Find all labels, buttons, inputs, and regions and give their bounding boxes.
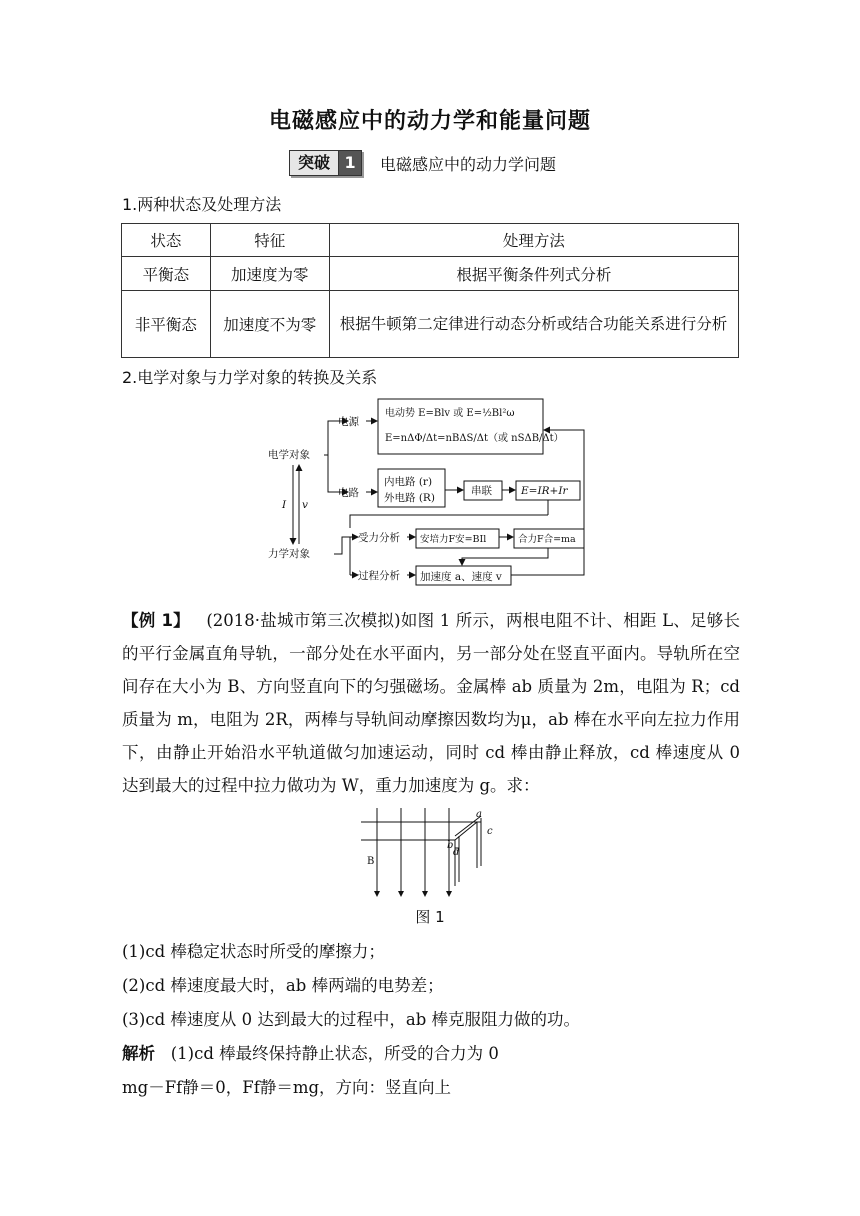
relation-diagram xyxy=(262,394,598,586)
figure-1 xyxy=(355,808,505,900)
question-2: (2)cd 棒速度最大时，ab 棒两端的电势差； xyxy=(122,976,444,995)
diagram-I: I xyxy=(282,499,287,511)
table-header: 处理方法 xyxy=(329,224,738,257)
example-source: (2018·盐城市第三次模拟) xyxy=(206,611,401,630)
solution-line-2: mg－Ff静＝0，Ff静＝mg，方向：竖直向上 xyxy=(122,1078,452,1097)
figure-label-a: a xyxy=(476,809,482,820)
figure-label-b: b xyxy=(447,840,454,851)
diagram-eq: E=IR+Ir xyxy=(521,485,568,497)
diagram-force: 受力分析 xyxy=(358,532,400,544)
figure-label-B: B xyxy=(367,856,375,867)
question-1: (1)cd 棒稳定状态时所受的摩擦力； xyxy=(122,942,385,961)
diagram-v: v xyxy=(302,499,308,511)
breakout-heading: 电磁感应中的动力学问题 xyxy=(380,154,557,174)
diagram-electric: 电学对象 xyxy=(268,449,310,461)
breakout-tag-number: 1 xyxy=(339,151,361,175)
diagram-net: 合力F合=ma xyxy=(518,534,576,545)
diagram-source: 电源 xyxy=(338,416,359,428)
example-paragraph xyxy=(122,604,740,802)
diagram-emf-line2: E=nΔΦ/Δt=nBΔS/Δt（或 nSΔB/Δt） xyxy=(385,433,564,444)
figure-label-d: d xyxy=(453,847,460,858)
table-row xyxy=(122,257,739,291)
diagram-outer: 外电路 (R) xyxy=(384,492,435,504)
diagram-series: 串联 xyxy=(471,485,492,497)
table-header: 特征 xyxy=(210,224,329,257)
figure-caption: 图 1 xyxy=(415,908,445,926)
section-heading-2: 2.电学对象与力学对象的转换及关系 xyxy=(122,368,378,387)
section-heading-1: 1.两种状态及处理方法 xyxy=(122,195,282,214)
diagram-circuit: 电路 xyxy=(338,487,359,499)
breakout-tag-word: 突破 xyxy=(290,151,339,175)
diagram-emf-line1: 电动势 E=Blv 或 E=½Bl²ω xyxy=(385,408,515,419)
table-cell: 非平衡态 xyxy=(122,291,211,358)
diagram-inner: 内电路 (r) xyxy=(384,476,433,488)
example-text: 如图 1 所示，两根电阻不计、相距 L、足够长的平行金属直角导轨，一部分处在水平面内，另一部分处在竖直平面内。导轨所在空间存在大小为 B、方向竖直向下的匀强磁场。金属棒 ab 质量为 2m，电阻为 R；cd 质量为 m，电阻为 2R，两棒与导轨间动摩擦因数均为μ，ab 棒在水平向左拉力作用下，由静止开始沿水平轨道做匀加速运动，同时 cd 棒由静止释放，cd 棒速度从 0 达到最大的过程中拉力做功为 W，重力加速度为 g。求： xyxy=(122,611,740,795)
table-cell: 根据牛顿第二定律进行动态分析或结合功能关系进行分析 xyxy=(329,291,738,358)
diagram-mechanic: 力学对象 xyxy=(268,548,310,560)
solution-line-1 xyxy=(122,1040,499,1064)
table-header: 状态 xyxy=(122,224,211,257)
diagram-process: 过程分析 xyxy=(358,570,400,582)
diagram-ampere: 安培力F安=BIl xyxy=(420,534,487,545)
table-header-row xyxy=(122,224,739,257)
breakout-header xyxy=(289,150,556,176)
page-title: 电磁感应中的动力学和能量问题 xyxy=(268,109,591,134)
table-cell: 平衡态 xyxy=(122,257,211,291)
breakout-tag xyxy=(289,150,362,176)
table-cell: 加速度为零 xyxy=(210,257,329,291)
table-row xyxy=(122,291,739,358)
table-cell: 加速度不为零 xyxy=(210,291,329,358)
states-table xyxy=(121,223,739,358)
solution-label: 解析 xyxy=(122,1044,155,1063)
table-cell: 根据平衡条件列式分析 xyxy=(329,257,738,291)
figure-label-c: c xyxy=(487,826,493,837)
solution-text-1: (1)cd 棒最终保持静止状态，所受的合力为 0 xyxy=(170,1044,499,1063)
question-3: (3)cd 棒速度从 0 达到最大的过程中，ab 棒克服阻力做的功。 xyxy=(122,1010,581,1029)
example-label: 【例 1】 xyxy=(122,611,190,630)
diagram-accel: 加速度 a、速度 v xyxy=(420,571,502,583)
